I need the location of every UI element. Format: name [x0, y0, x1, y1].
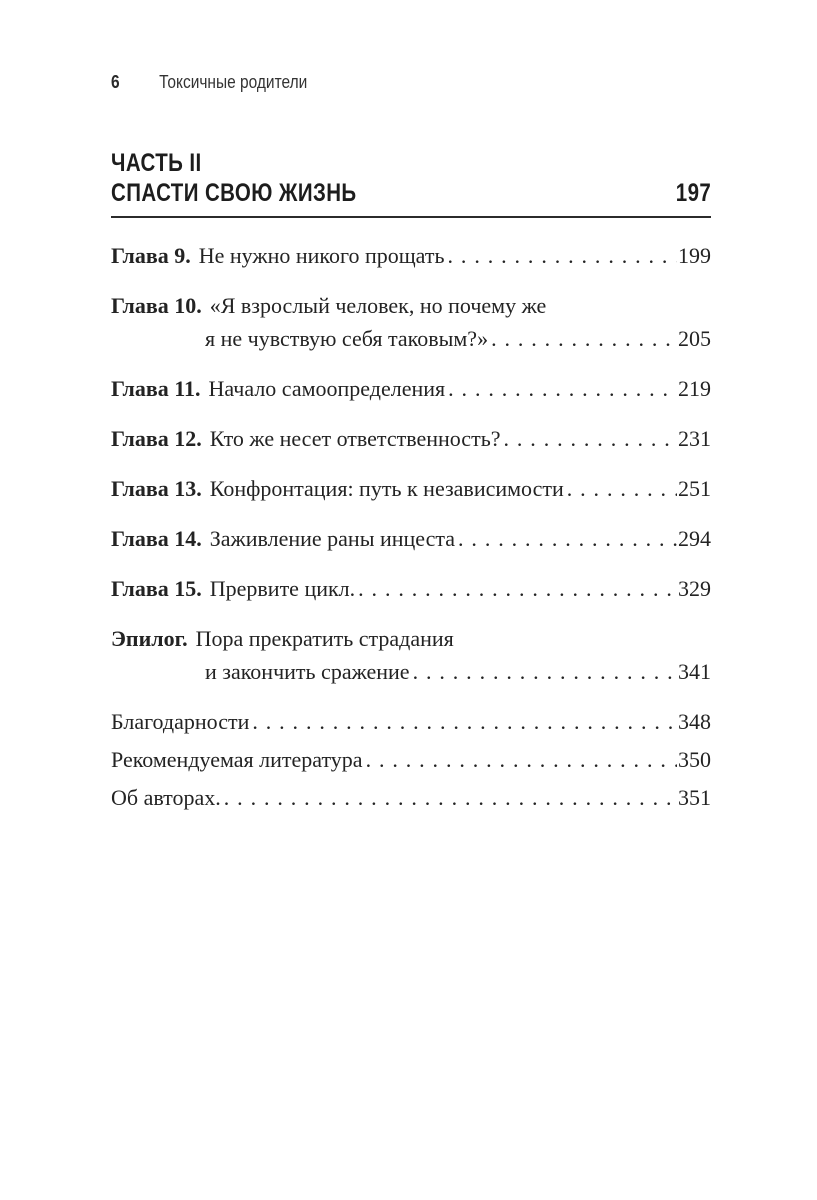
part-page [668, 178, 711, 208]
chapter-title: Не нужно никого прощать [198, 243, 445, 268]
chapter-label: Глава 14. [111, 526, 202, 551]
running-head-book-title: Токсичные родители [159, 72, 308, 92]
chapter-title-continued: и закончить сражение [205, 659, 410, 684]
chapter-title: Кто же несет ответственность? [209, 426, 501, 451]
part-heading-row [111, 148, 711, 208]
dot-leader [252, 705, 677, 738]
part-title: СПАСТИ СВОЮ ЖИЗНЬ [111, 179, 357, 207]
chapter-title: Прервите цикл. [209, 576, 356, 601]
chapter-title: Конфронтация: путь к независимости [209, 476, 564, 501]
dot-leader [567, 472, 677, 505]
toc-entry [111, 622, 711, 688]
chapter-label: Глава 12. [111, 426, 202, 451]
section-title: Благодарности [111, 709, 250, 734]
dot-leader [448, 372, 677, 405]
toc-entry [111, 372, 711, 405]
toc-entry [111, 705, 711, 738]
dot-leader [504, 422, 678, 455]
page-number: 294 [678, 526, 711, 551]
chapter-title-continued: я не чувствую себя таковым?» [205, 326, 489, 351]
chapter-label: Глава 9. [111, 243, 191, 268]
toc-entry [111, 239, 711, 272]
page-number: 350 [678, 747, 711, 772]
page-number: 199 [678, 243, 711, 268]
divider-rule [111, 216, 711, 218]
chapter-label: Глава 10. [111, 293, 202, 318]
dot-leader [491, 322, 677, 355]
dot-leader [448, 239, 677, 272]
chapter-label: Глава 13. [111, 476, 202, 501]
part-page-number: 197 [675, 179, 711, 207]
running-head-row [111, 72, 627, 92]
dot-leader [413, 655, 677, 688]
page-number: 231 [678, 426, 711, 451]
page-number: 351 [678, 785, 711, 810]
chapter-title: Начало самоопределения [208, 376, 446, 401]
toc-entry [111, 572, 711, 605]
section-title: Об авторах. [111, 785, 221, 810]
part-heading [111, 148, 711, 218]
toc-entry [111, 422, 711, 455]
chapter-label: Глава 11. [111, 376, 201, 401]
dot-leader [224, 781, 677, 814]
toc-entry [111, 289, 711, 355]
page-number: 348 [678, 709, 711, 734]
chapter-title: Заживление раны инцеста [209, 526, 456, 551]
toc-entry [111, 781, 711, 814]
chapter-title: Пора прекратить страдания [195, 626, 454, 651]
page-number: 251 [678, 476, 711, 501]
section-title: Рекомендуемая литература [111, 747, 363, 772]
toc-entry [111, 472, 711, 505]
running-head-page-number: 6 [111, 72, 120, 92]
toc-entry [111, 743, 711, 776]
page-number: 329 [678, 576, 711, 601]
chapter-label: Глава 15. [111, 576, 202, 601]
page-number: 219 [678, 376, 711, 401]
page-number: 205 [678, 326, 711, 351]
chapter-label: Эпилог. [111, 626, 188, 651]
toc-entry [111, 522, 711, 555]
page-number: 341 [678, 659, 711, 684]
chapter-title: «Я взрослый человек, но почему же [209, 293, 547, 318]
part-kicker: ЧАСТЬ II [111, 149, 202, 177]
dot-leader [358, 572, 677, 605]
part-heading-text [111, 148, 410, 208]
table-of-contents [111, 239, 711, 819]
running-head [111, 72, 711, 92]
dot-leader [458, 522, 677, 555]
dot-leader [366, 743, 677, 776]
